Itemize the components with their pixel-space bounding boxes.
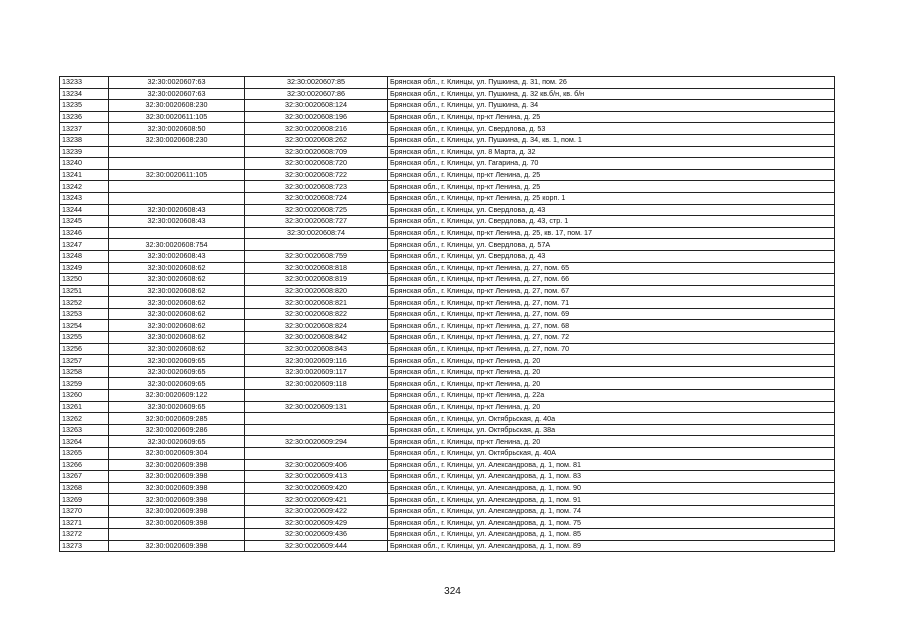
row-number-cell: 13238: [60, 134, 109, 146]
table-row: [60, 308, 835, 320]
address-cell: Брянская обл., г. Клинцы, ул. Александрова, д. 1, пом. 83: [388, 471, 835, 483]
address-cell: Брянская обл., г. Клинцы, пр-кт Ленина, д. 25: [388, 181, 835, 193]
cadastral-number-cell: 32:30:0020609:398: [109, 471, 245, 483]
cadastral-number-cell: 32:30:0020609:285: [109, 413, 245, 425]
cadastral-number-cell: 32:30:0020609:304: [109, 448, 245, 460]
row-number-cell: 13234: [60, 88, 109, 100]
address-cell: Брянская обл., г. Клинцы, ул. Октябрьская, д. 38а: [388, 424, 835, 436]
address-cell: Брянская обл., г. Клинцы, пр-кт Ленина, д. 22а: [388, 390, 835, 402]
cadastral-number-cell: 32:30:0020608:62: [109, 332, 245, 344]
cadastral-number-cell: 32:30:0020609:420: [245, 482, 388, 494]
table-row: [60, 401, 835, 413]
address-cell: Брянская обл., г. Клинцы, ул. Октябрьская, д. 40а: [388, 413, 835, 425]
cadastral-number-cell: 32:30:0020607:63: [109, 88, 245, 100]
cadastral-number-cell: 32:30:0020609:65: [109, 366, 245, 378]
row-number-cell: 13237: [60, 123, 109, 135]
row-number-cell: 13265: [60, 448, 109, 460]
address-cell: Брянская обл., г. Клинцы, пр-кт Ленина, д. 20: [388, 378, 835, 390]
address-cell: Брянская обл., г. Клинцы, пр-кт Ленина, д. 25: [388, 169, 835, 181]
table-row: [60, 494, 835, 506]
row-number-cell: 13247: [60, 239, 109, 251]
cadastral-number-cell: 32:30:0020608:725: [245, 204, 388, 216]
cadastral-number-cell: 32:30:0020608:43: [109, 204, 245, 216]
table-row: [60, 320, 835, 332]
table-row: [60, 378, 835, 390]
table-row: [60, 390, 835, 402]
cadastral-number-cell: 32:30:0020608:62: [109, 285, 245, 297]
cadastral-number-cell: 32:30:0020608:723: [245, 181, 388, 193]
address-cell: Брянская обл., г. Клинцы, пр-кт Ленина, д. 20: [388, 355, 835, 367]
cadastral-number-cell: 32:30:0020609:294: [245, 436, 388, 448]
cadastral-number-cell: 32:30:0020609:398: [109, 459, 245, 471]
table-row: [60, 517, 835, 529]
cadastral-number-cell: 32:30:0020609:406: [245, 459, 388, 471]
row-number-cell: 13239: [60, 146, 109, 158]
address-cell: Брянская обл., г. Клинцы, ул. Александрова, д. 1, пом. 81: [388, 459, 835, 471]
address-cell: Брянская обл., г. Клинцы, пр-кт Ленина, д. 27, пом. 72: [388, 332, 835, 344]
table-row: [60, 471, 835, 483]
cadastral-number-cell: 32:30:0020609:429: [245, 517, 388, 529]
row-number-cell: 13261: [60, 401, 109, 413]
table-row: [60, 227, 835, 239]
address-cell: Брянская обл., г. Клинцы, ул. Пушкина, д. 31, пом. 26: [388, 77, 835, 89]
address-cell: Брянская обл., г. Клинцы, ул. Свердлова, д. 57А: [388, 239, 835, 251]
cadastral-number-cell: 32:30:0020609:116: [245, 355, 388, 367]
row-number-cell: 13251: [60, 285, 109, 297]
table-row: [60, 482, 835, 494]
row-number-cell: 13257: [60, 355, 109, 367]
table-row: [60, 77, 835, 89]
cadastral-number-cell: [109, 158, 245, 170]
cadastral-number-cell: 32:30:0020609:398: [109, 482, 245, 494]
row-number-cell: 13262: [60, 413, 109, 425]
table-row: [60, 529, 835, 541]
row-number-cell: 13249: [60, 262, 109, 274]
row-number-cell: 13233: [60, 77, 109, 89]
cadastral-number-cell: 32:30:0020609:436: [245, 529, 388, 541]
table-row: [60, 332, 835, 344]
cadastral-number-cell: 32:30:0020609:398: [109, 517, 245, 529]
address-cell: Брянская обл., г. Клинцы, ул. Свердлова, д. 53: [388, 123, 835, 135]
cadastral-number-cell: 32:30:0020609:286: [109, 424, 245, 436]
table-row: [60, 134, 835, 146]
cadastral-number-cell: 32:30:0020608:722: [245, 169, 388, 181]
address-cell: Брянская обл., г. Клинцы, пр-кт Ленина, д. 20: [388, 436, 835, 448]
table-row: [60, 181, 835, 193]
table-row: [60, 355, 835, 367]
table-row: [60, 88, 835, 100]
row-number-cell: 13267: [60, 471, 109, 483]
cadastral-number-cell: [245, 390, 388, 402]
cadastral-number-cell: [109, 146, 245, 158]
cadastral-number-cell: 32:30:0020608:821: [245, 297, 388, 309]
address-cell: Брянская обл., г. Клинцы, пр-кт Ленина, д. 25, кв. 17, пом. 17: [388, 227, 835, 239]
address-cell: Брянская обл., г. Клинцы, ул. Пушкина, д. 32 кв.б/н, кв. б/н: [388, 88, 835, 100]
cadastral-number-cell: [109, 181, 245, 193]
row-number-cell: 13256: [60, 343, 109, 355]
cadastral-number-cell: [109, 227, 245, 239]
table-row: [60, 250, 835, 262]
table-row: [60, 239, 835, 251]
table-row: [60, 448, 835, 460]
registry-table: [59, 76, 835, 552]
table-row: [60, 459, 835, 471]
cadastral-number-cell: 32:30:0020608:709: [245, 146, 388, 158]
cadastral-number-cell: 32:30:0020608:62: [109, 320, 245, 332]
cadastral-number-cell: 32:30:0020608:842: [245, 332, 388, 344]
address-cell: Брянская обл., г. Клинцы, пр-кт Ленина, д. 27, пом. 67: [388, 285, 835, 297]
cadastral-number-cell: 32:30:0020609:65: [109, 436, 245, 448]
table-row: [60, 274, 835, 286]
cadastral-number-cell: 32:30:0020609:122: [109, 390, 245, 402]
table-row: [60, 158, 835, 170]
address-cell: Брянская обл., г. Клинцы, пр-кт Ленина, д. 27, пом. 66: [388, 274, 835, 286]
address-cell: Брянская обл., г. Клинцы, ул. Октябрьская, д. 40А: [388, 448, 835, 460]
cadastral-number-cell: 32:30:0020611:105: [109, 111, 245, 123]
cadastral-number-cell: 32:30:0020609:65: [109, 401, 245, 413]
cadastral-number-cell: 32:30:0020608:62: [109, 343, 245, 355]
cadastral-number-cell: 32:30:0020609:444: [245, 540, 388, 552]
cadastral-number-cell: 32:30:0020607:86: [245, 88, 388, 100]
table-row: [60, 169, 835, 181]
cadastral-number-cell: 32:30:0020609:398: [109, 505, 245, 517]
table-row: [60, 540, 835, 552]
cadastral-number-cell: 32:30:0020608:62: [109, 308, 245, 320]
cadastral-number-cell: 32:30:0020608:43: [109, 250, 245, 262]
table-row: [60, 366, 835, 378]
cadastral-number-cell: [245, 239, 388, 251]
row-number-cell: 13243: [60, 192, 109, 204]
row-number-cell: 13264: [60, 436, 109, 448]
address-cell: Брянская обл., г. Клинцы, пр-кт Ленина, д. 20: [388, 401, 835, 413]
cadastral-number-cell: 32:30:0020609:422: [245, 505, 388, 517]
address-cell: Брянская обл., г. Клинцы, ул. Александрова, д. 1, пом. 90: [388, 482, 835, 494]
cadastral-number-cell: 32:30:0020608:759: [245, 250, 388, 262]
row-number-cell: 13260: [60, 390, 109, 402]
cadastral-number-cell: [109, 529, 245, 541]
row-number-cell: 13254: [60, 320, 109, 332]
address-cell: Брянская обл., г. Клинцы, ул. Свердлова, д. 43: [388, 204, 835, 216]
table-row: [60, 262, 835, 274]
cadastral-number-cell: 32:30:0020609:413: [245, 471, 388, 483]
cadastral-number-cell: 32:30:0020609:398: [109, 540, 245, 552]
cadastral-number-cell: 32:30:0020608:196: [245, 111, 388, 123]
row-number-cell: 13263: [60, 424, 109, 436]
row-number-cell: 13246: [60, 227, 109, 239]
row-number-cell: 13242: [60, 181, 109, 193]
row-number-cell: 13269: [60, 494, 109, 506]
cadastral-number-cell: 32:30:0020608:843: [245, 343, 388, 355]
cadastral-number-cell: 32:30:0020608:820: [245, 285, 388, 297]
row-number-cell: 13235: [60, 100, 109, 112]
cadastral-number-cell: 32:30:0020608:727: [245, 216, 388, 228]
address-cell: Брянская обл., г. Клинцы, пр-кт Ленина, д. 27, пом. 65: [388, 262, 835, 274]
row-number-cell: 13253: [60, 308, 109, 320]
cadastral-number-cell: 32:30:0020608:62: [109, 274, 245, 286]
table-row: [60, 100, 835, 112]
address-cell: Брянская обл., г. Клинцы, пр-кт Ленина, д. 27, пом. 69: [388, 308, 835, 320]
address-cell: Брянская обл., г. Клинцы, ул. 8 Марта, д. 32: [388, 146, 835, 158]
cadastral-number-cell: 32:30:0020608:724: [245, 192, 388, 204]
address-cell: Брянская обл., г. Клинцы, ул. Александрова, д. 1, пом. 74: [388, 505, 835, 517]
row-number-cell: 13241: [60, 169, 109, 181]
row-number-cell: 13248: [60, 250, 109, 262]
cadastral-number-cell: 32:30:0020607:63: [109, 77, 245, 89]
table-row: [60, 343, 835, 355]
address-cell: Брянская обл., г. Клинцы, ул. Пушкина, д. 34, кв. 1, пом. 1: [388, 134, 835, 146]
cadastral-number-cell: 32:30:0020609:65: [109, 378, 245, 390]
cadastral-number-cell: 32:30:0020608:124: [245, 100, 388, 112]
cadastral-number-cell: 32:30:0020609:421: [245, 494, 388, 506]
row-number-cell: 13272: [60, 529, 109, 541]
address-cell: Брянская обл., г. Клинцы, ул. Александрова, д. 1, пом. 85: [388, 529, 835, 541]
row-number-cell: 13244: [60, 204, 109, 216]
address-cell: Брянская обл., г. Клинцы, пр-кт Ленина, д. 25 корп. 1: [388, 192, 835, 204]
cadastral-number-cell: 32:30:0020608:262: [245, 134, 388, 146]
cadastral-number-cell: [245, 424, 388, 436]
table-row: [60, 146, 835, 158]
row-number-cell: 13258: [60, 366, 109, 378]
row-number-cell: 13250: [60, 274, 109, 286]
cadastral-number-cell: 32:30:0020609:117: [245, 366, 388, 378]
cadastral-number-cell: 32:30:0020609:118: [245, 378, 388, 390]
page-number: 324: [444, 586, 461, 597]
table-row: [60, 216, 835, 228]
cadastral-number-cell: 32:30:0020608:824: [245, 320, 388, 332]
cadastral-number-cell: 32:30:0020608:230: [109, 100, 245, 112]
address-cell: Брянская обл., г. Клинцы, ул. Свердлова, д. 43, стр. 1: [388, 216, 835, 228]
cadastral-number-cell: 32:30:0020608:74: [245, 227, 388, 239]
table-row: [60, 285, 835, 297]
address-cell: Брянская обл., г. Клинцы, ул. Александрова, д. 1, пом. 91: [388, 494, 835, 506]
row-number-cell: 13266: [60, 459, 109, 471]
table-row: [60, 436, 835, 448]
cadastral-number-cell: 32:30:0020608:62: [109, 297, 245, 309]
row-number-cell: 13270: [60, 505, 109, 517]
row-number-cell: 13240: [60, 158, 109, 170]
table-row: [60, 424, 835, 436]
cadastral-number-cell: 32:30:0020608:754: [109, 239, 245, 251]
row-number-cell: 13259: [60, 378, 109, 390]
table-row: [60, 111, 835, 123]
cadastral-number-cell: 32:30:0020608:216: [245, 123, 388, 135]
address-cell: Брянская обл., г. Клинцы, пр-кт Ленина, д. 27, пом. 70: [388, 343, 835, 355]
address-cell: Брянская обл., г. Клинцы, пр-кт Ленина, д. 27, пом. 71: [388, 297, 835, 309]
row-number-cell: 13252: [60, 297, 109, 309]
table-row: [60, 413, 835, 425]
row-number-cell: 13245: [60, 216, 109, 228]
address-cell: Брянская обл., г. Клинцы, пр-кт Ленина, д. 25: [388, 111, 835, 123]
address-cell: Брянская обл., г. Клинцы, пр-кт Ленина, д. 20: [388, 366, 835, 378]
address-cell: Брянская обл., г. Клинцы, ул. Пушкина, д. 34: [388, 100, 835, 112]
row-number-cell: 13268: [60, 482, 109, 494]
table-row: [60, 505, 835, 517]
row-number-cell: 13271: [60, 517, 109, 529]
cadastral-number-cell: 32:30:0020607:85: [245, 77, 388, 89]
registry-table-body: [60, 77, 835, 552]
cadastral-number-cell: 32:30:0020608:822: [245, 308, 388, 320]
cadastral-number-cell: 32:30:0020608:62: [109, 262, 245, 274]
cadastral-number-cell: 32:30:0020608:720: [245, 158, 388, 170]
cadastral-number-cell: 32:30:0020608:819: [245, 274, 388, 286]
table-row: [60, 204, 835, 216]
cadastral-number-cell: 32:30:0020609:398: [109, 494, 245, 506]
address-cell: Брянская обл., г. Клинцы, ул. Александрова, д. 1, пом. 75: [388, 517, 835, 529]
row-number-cell: 13255: [60, 332, 109, 344]
row-number-cell: 13273: [60, 540, 109, 552]
table-row: [60, 297, 835, 309]
row-number-cell: 13236: [60, 111, 109, 123]
cadastral-number-cell: 32:30:0020608:818: [245, 262, 388, 274]
cadastral-number-cell: 32:30:0020611:105: [109, 169, 245, 181]
address-cell: Брянская обл., г. Клинцы, ул. Свердлова, д. 43: [388, 250, 835, 262]
cadastral-number-cell: [245, 413, 388, 425]
cadastral-number-cell: 32:30:0020608:50: [109, 123, 245, 135]
cadastral-number-cell: [109, 192, 245, 204]
cadastral-number-cell: [245, 448, 388, 460]
table-row: [60, 192, 835, 204]
cadastral-number-cell: 32:30:0020608:43: [109, 216, 245, 228]
address-cell: Брянская обл., г. Клинцы, ул. Александрова, д. 1, пом. 89: [388, 540, 835, 552]
cadastral-number-cell: 32:30:0020608:230: [109, 134, 245, 146]
cadastral-number-cell: 32:30:0020609:65: [109, 355, 245, 367]
address-cell: Брянская обл., г. Клинцы, пр-кт Ленина, д. 27, пом. 68: [388, 320, 835, 332]
table-row: [60, 123, 835, 135]
address-cell: Брянская обл., г. Клинцы, ул. Гагарина, д. 70: [388, 158, 835, 170]
cadastral-number-cell: 32:30:0020609:131: [245, 401, 388, 413]
